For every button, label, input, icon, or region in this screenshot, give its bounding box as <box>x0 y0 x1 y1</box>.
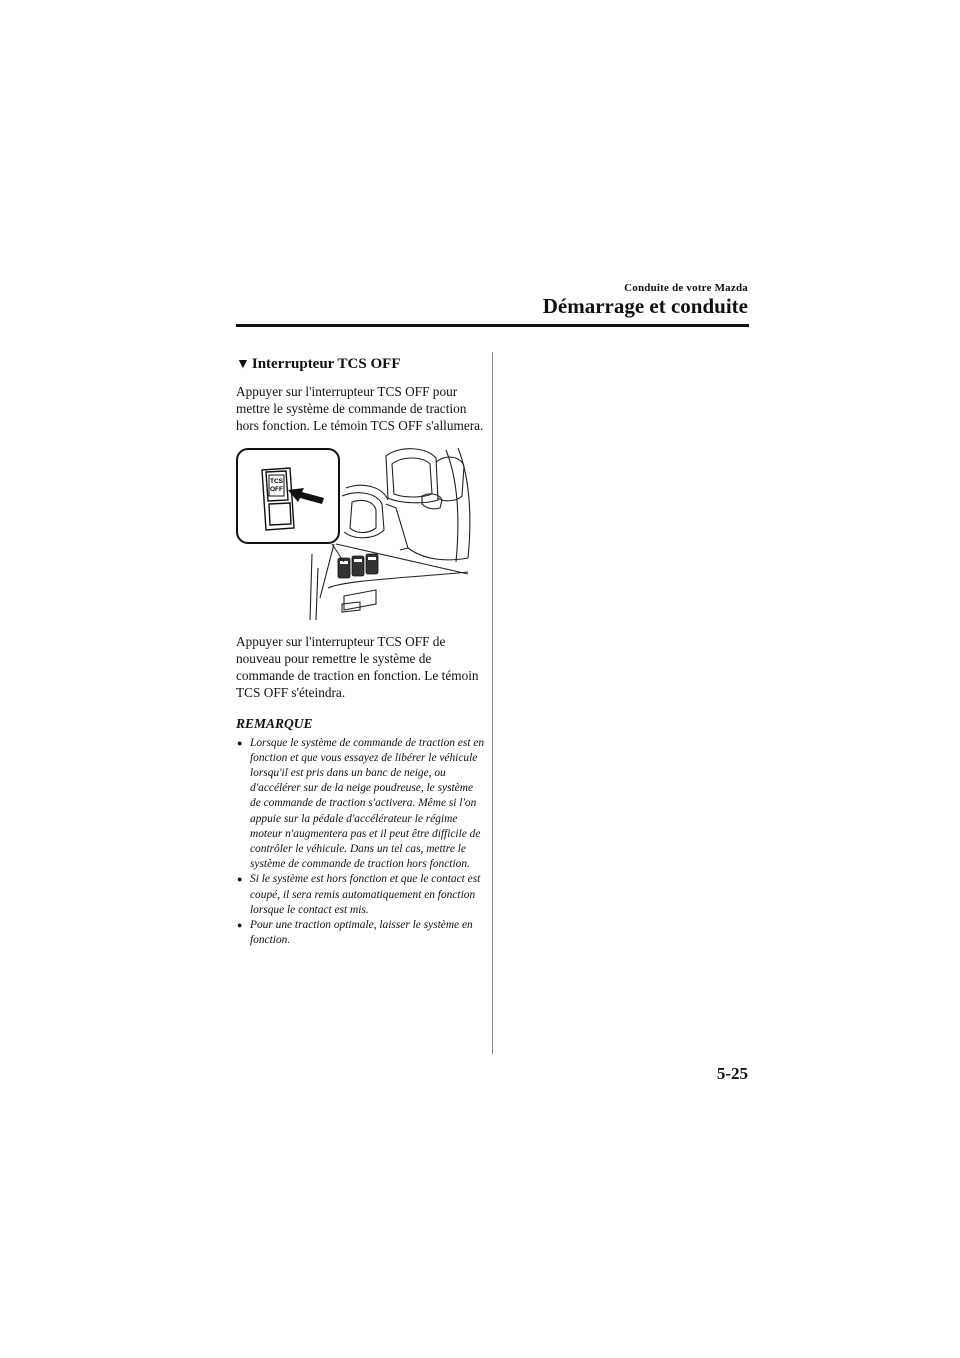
bullet-icon: ● <box>237 737 243 748</box>
column-divider <box>492 352 493 1054</box>
list-item: ● Lorsque le système de commande de traction est en fonction et que vous essayez de libérer le véhicule lorsqu'il est pris dans un banc de neige, ou d'accélérer sur de la neige poudreuse, le système de commande de traction s'activera. Même si l'on appuie sur la pédale d'accélérateur le régime moteur n'augmentera pas et il peut être difficile de contrôler le véhicule. Dans un tel cas, mettre le système de commande de traction hors fonction. <box>237 736 485 871</box>
paragraph-1: Appuyer sur l'interrupteur TCS OFF pour mettre le système de commande de traction hors fonction. Le témoin TCS OFF s'allumera. <box>236 384 484 433</box>
chapter-title: Conduite de votre Mazda <box>624 282 748 294</box>
page-number: 5-25 <box>716 1064 748 1083</box>
note-list <box>236 736 486 949</box>
header-rule <box>236 324 749 327</box>
subsection-title: Interrupteur TCS OFF <box>251 356 401 372</box>
bullet-icon: ● <box>237 920 243 931</box>
subsection-heading <box>236 354 486 375</box>
section-title: Démarrage et conduite <box>542 294 748 318</box>
note-title: REMARQUE <box>236 715 313 731</box>
dashboard-drawing <box>236 448 474 620</box>
list-item: ● Si le système est hors fonction et que le contact est coupé, il sera remis automatiquement en fonction lorsque le contact est mis. <box>237 873 481 916</box>
triangle-marker-icon: ▼ <box>236 357 250 372</box>
tcs-label-line1: TCS <box>270 478 283 486</box>
tcs-switch-illustration <box>236 448 474 620</box>
left-column <box>236 354 486 948</box>
paragraph-2: Appuyer sur l'interrupteur TCS OFF de nouveau pour remettre le système de commande de traction en fonction. Le témoin TCS OFF s'éteindra. <box>236 634 479 700</box>
bullet-icon: ● <box>237 874 243 885</box>
tcs-label-line2: OFF <box>270 486 283 494</box>
list-item: ● Pour une traction optimale, laisser le système en fonction. <box>237 919 473 947</box>
